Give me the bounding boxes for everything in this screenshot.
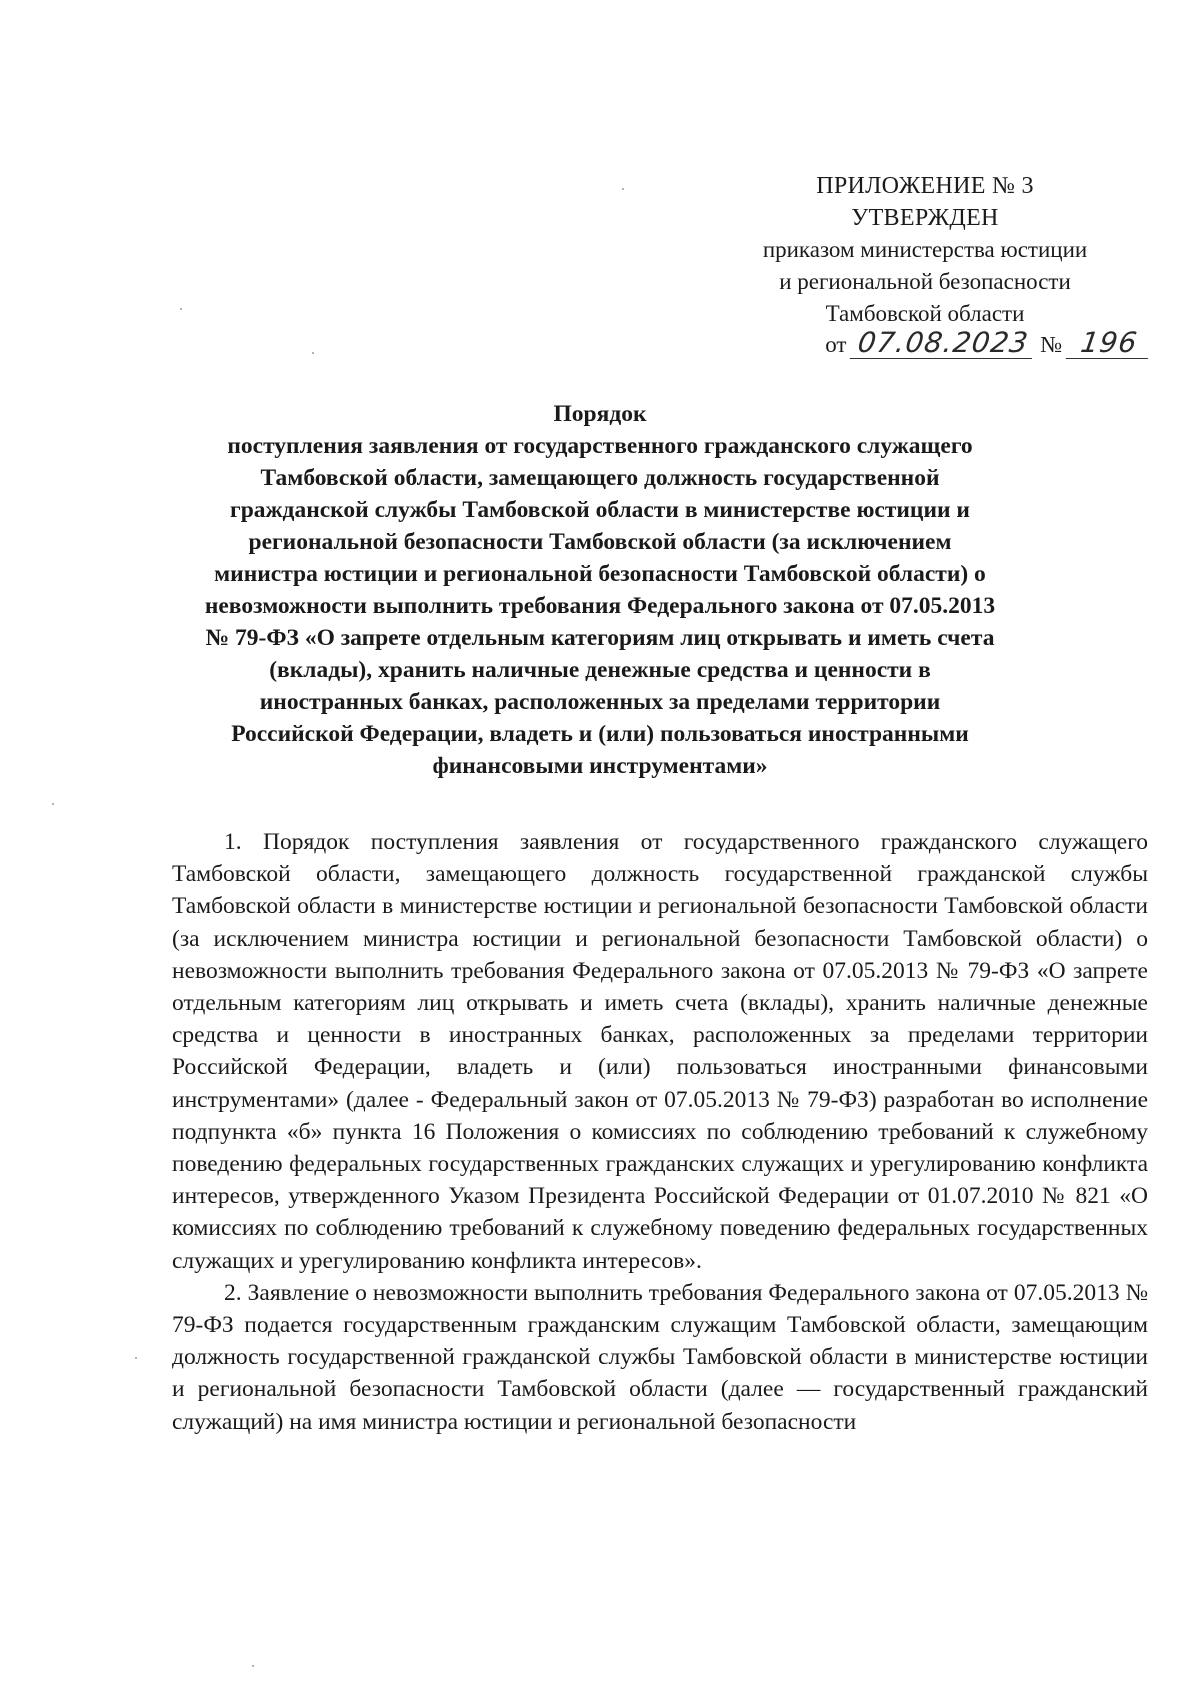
- order-reference-line: [700, 328, 1150, 361]
- approved-label: УТВЕРЖДЕН: [851, 205, 999, 231]
- scan-speck: [622, 188, 624, 190]
- title-line: региональной безопасности Тамбовской области (за исключением: [248, 529, 952, 555]
- title-line: финансовыми инструментами»: [432, 753, 768, 779]
- document-body: [172, 826, 1148, 1438]
- scan-speck: [252, 1665, 254, 1667]
- approval-line-3: Тамбовской области: [825, 301, 1025, 326]
- number-label: №: [1040, 332, 1063, 357]
- scan-speck: [135, 1357, 137, 1359]
- title-line: № 79-ФЗ «О запрете отдельным категориям лиц открывать и иметь счета: [205, 625, 995, 651]
- title-line: (вклады), хранить наличные денежные средства и ценности в: [269, 657, 931, 683]
- annex-label: ПРИЛОЖЕНИЕ № 3: [816, 173, 1034, 199]
- scan-speck: [180, 308, 182, 310]
- title-line: Российской Федерации, владеть и (или) пользоваться иностранными: [231, 721, 969, 747]
- paragraph-2: 2. Заявление о невозможности выполнить требования Федерального закона от 07.05.2013 № 79-ФЗ подается государственным гражданским служащим Тамбовской области, замещающим должность государственной гражданской службы Тамбовской области в министерстве юстиции и региональной безопасности Тамбовской области (далее — государственный гражданский служащий) на имя министра юстиции и региональной безопасности: [172, 1279, 1148, 1435]
- title-line: поступления заявления от государственного гражданского служащего: [227, 433, 973, 459]
- paragraph-1: 1. Порядок поступления заявления от государственного гражданского служащего Тамбовской области, замещающего должность государственной гражданской службы Тамбовской области в министерстве юстиции и региональной безопасности Тамбовской области (за исключением министра юстиции и региональной безопасности Тамбовской области) о невозможности выполнить требования Федерального закона от 07.05.2013 № 79-ФЗ «О запрете отдельным категориям лиц открывать и иметь счета (вклады), хранить наличные денежные средства и ценности в иностранных банках, расположенных за пределами территории Российской Федерации, владеть и (или) пользоваться иностранными финансовыми инструментами» (далее - Федеральный закон от 07.05.2013 № 79-ФЗ) разработан во исполнение подпункта «б» пункта 16 Положения о комиссиях по соблюдению требований к служебному поведению федеральных государственных гражданских служащих и урегулированию конфликта интересов, утвержденного Указом Президента Российской Федерации от 01.07.2010 № 821 «О комиссиях по соблюдению требований к служебному поведению федеральных государственных служащих и урегулированию конфликта интересов».: [172, 829, 1148, 1274]
- scan-speck: [52, 803, 54, 805]
- document-title: [150, 398, 1050, 782]
- approval-line-1: приказом министерства юстиции: [762, 237, 1088, 262]
- title-line: Тамбовской области, замещающего должность государственной: [260, 465, 940, 491]
- handwritten-date: 07.08.2023: [850, 328, 1037, 359]
- title-line: гражданской службы Тамбовской области в министерстве юстиции и: [230, 497, 970, 523]
- from-label: от: [825, 332, 847, 357]
- title-line: невозможности выполнить требования Федерального закона от 07.05.2013: [204, 593, 996, 619]
- title-line: иностранных банках, расположенных за пределами территории: [259, 689, 941, 715]
- handwritten-number: 196: [1066, 328, 1152, 359]
- approval-line-2: и региональной безопасности: [779, 269, 1071, 294]
- scan-speck: [312, 352, 314, 354]
- approval-block: [700, 170, 1150, 361]
- title-heading: Порядок: [553, 401, 647, 427]
- title-line: министра юстиции и региональной безопасности Тамбовской области) о: [214, 561, 986, 587]
